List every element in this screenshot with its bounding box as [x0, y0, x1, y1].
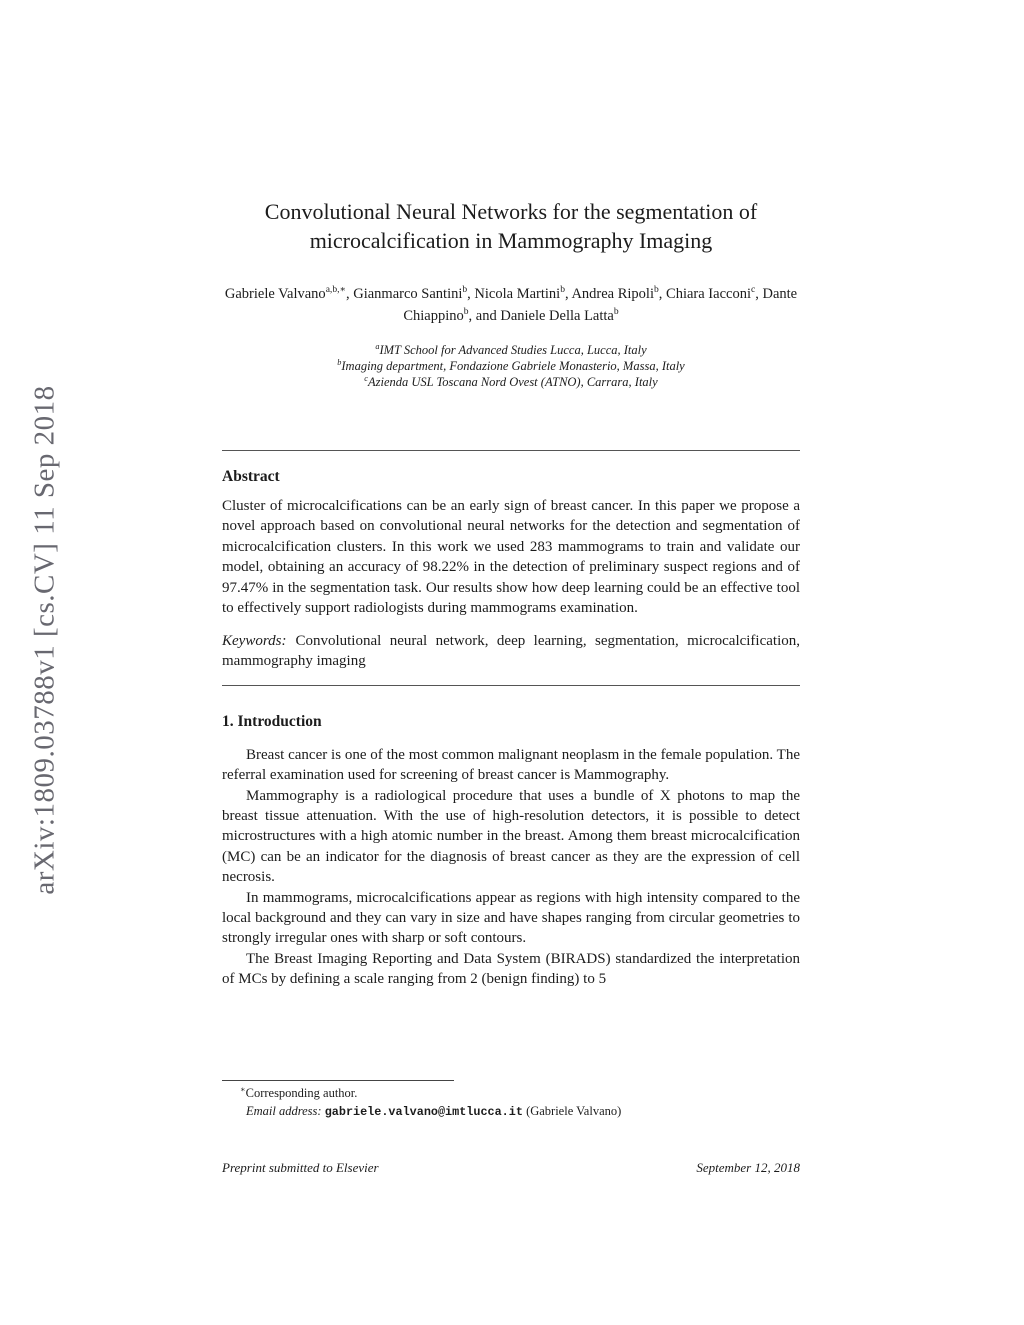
author: Gianmarco Santini$^b$,: [353, 284, 475, 303]
affiliation-mark: c: [364, 373, 368, 383]
paper-title: Convolutional Neural Networks for the segmentation of microcalcification in Mammography Imaging: [264, 199, 758, 253]
author: Daniele Della Latta$^b$: [500, 306, 619, 324]
affiliation-mark: b: [337, 357, 342, 367]
abstract-bottom-rule: [222, 685, 800, 686]
affiliation: $^a$IMT School for Advanced Studies Lucca, Lucca, Italy: [375, 341, 647, 357]
author-affiliation-marks: b: [463, 306, 469, 318]
author-line: [222, 284, 800, 328]
footer-right: September 12, 2018: [696, 1160, 800, 1175]
email-note: [222, 1103, 800, 1121]
author: Andrea Ripoli$^b$,: [571, 284, 667, 303]
affiliation: $^b$Imaging department, Fondazione Gabriele Monasterio, Massa, Italy: [337, 357, 685, 373]
section-heading-introduction: 1. Introduction: [222, 712, 322, 730]
content-column: [222, 0, 800, 990]
keywords-line: [222, 631, 800, 672]
author-affiliation-marks: b: [613, 306, 619, 318]
corresponding-author-note: ∗Corresponding author.: [240, 1084, 358, 1100]
author: Gabriele Valvano$^{a,b,∗}$,: [224, 284, 354, 303]
author: Dante Chiappino$^b$, and: [403, 286, 798, 324]
keywords-text: Convolutional neural network, deep learning, segmentation, microcalcification, mammography imaging: [222, 632, 800, 670]
footnote: [222, 1080, 800, 1120]
footnote-marker: ∗: [240, 1084, 246, 1094]
keywords-label: Keywords:: [222, 632, 287, 649]
page-footer: [222, 1160, 800, 1176]
affiliation-mark: a: [375, 341, 380, 351]
affiliation: $^c$Azienda USL Toscana Nord Ovest (ATNO), Carrara, Italy: [364, 373, 658, 389]
abstract-body: Cluster of microcalcifications can be an early sign of breast cancer. In this paper we propose a novel approach based on convolutional neural networks for the detection and segmentation of microcalcification clusters. In this work we used 283 mammograms to train and validate our model, obtaining an accuracy of 98.22% in the detection of preliminary suspect regions and of 97.47% in the segmentation task. Our results show how deep learning could be an effective tool to effectively support radiologists during mammograms examination.: [222, 497, 800, 617]
footer-left: Preprint submitted to Elsevier: [222, 1160, 379, 1175]
email-suffix: (Gabriele Valvano): [522, 1103, 622, 1118]
intro-paragraph: Breast cancer is one of the most common malignant neoplasm in the female population. The referral examination used for screening of breast cancer is Mammography.: [222, 746, 800, 784]
author: Chiara Iacconi$^c$,: [666, 284, 763, 303]
abstract-heading: Abstract: [222, 467, 280, 485]
abstract-top-rule: [222, 450, 800, 451]
author-affiliation-marks: b: [654, 284, 659, 296]
author-affiliation-marks: c: [750, 284, 756, 296]
footnote-rule: [222, 1080, 454, 1081]
author-affiliation-marks: b: [560, 284, 565, 296]
email-address: gabriele.valvano@imtlucca.it: [324, 1104, 523, 1119]
intro-paragraph: In mammograms, microcalcifications appear as regions with high intensity compared to the local background and they can vary in size and have shapes ranging from circular geometries to strongly irregular ones with sharp or soft contours.: [222, 889, 800, 947]
intro-paragraph: The Breast Imaging Reporting and Data System (BIRADS) standardized the interpretation of MCs by defining a scale ranging from 2 (benign finding) to 5: [222, 950, 800, 988]
email-label: Email address:: [246, 1103, 322, 1118]
arxiv-watermark: arXiv:1809.03788v1 [cs.CV] 11 Sep 2018: [28, 385, 61, 895]
author-affiliation-marks: b: [462, 284, 468, 296]
author-affiliation-marks: a,b,∗: [325, 284, 346, 296]
intro-paragraph: Mammography is a radiological procedure that uses a bundle of X photons to map the breast tissue attenuation. With the use of high-resolution detectors, it is possible to detect microstructures with a high atomic number in the breast. Among them breast microcalcification (MC) can be an indicator for the diagnosis of breast cancer as they are the expression of cell necrosis.: [222, 787, 800, 886]
author: Nicola Martini$^b$,: [474, 284, 572, 303]
affiliation-list: [222, 342, 800, 390]
